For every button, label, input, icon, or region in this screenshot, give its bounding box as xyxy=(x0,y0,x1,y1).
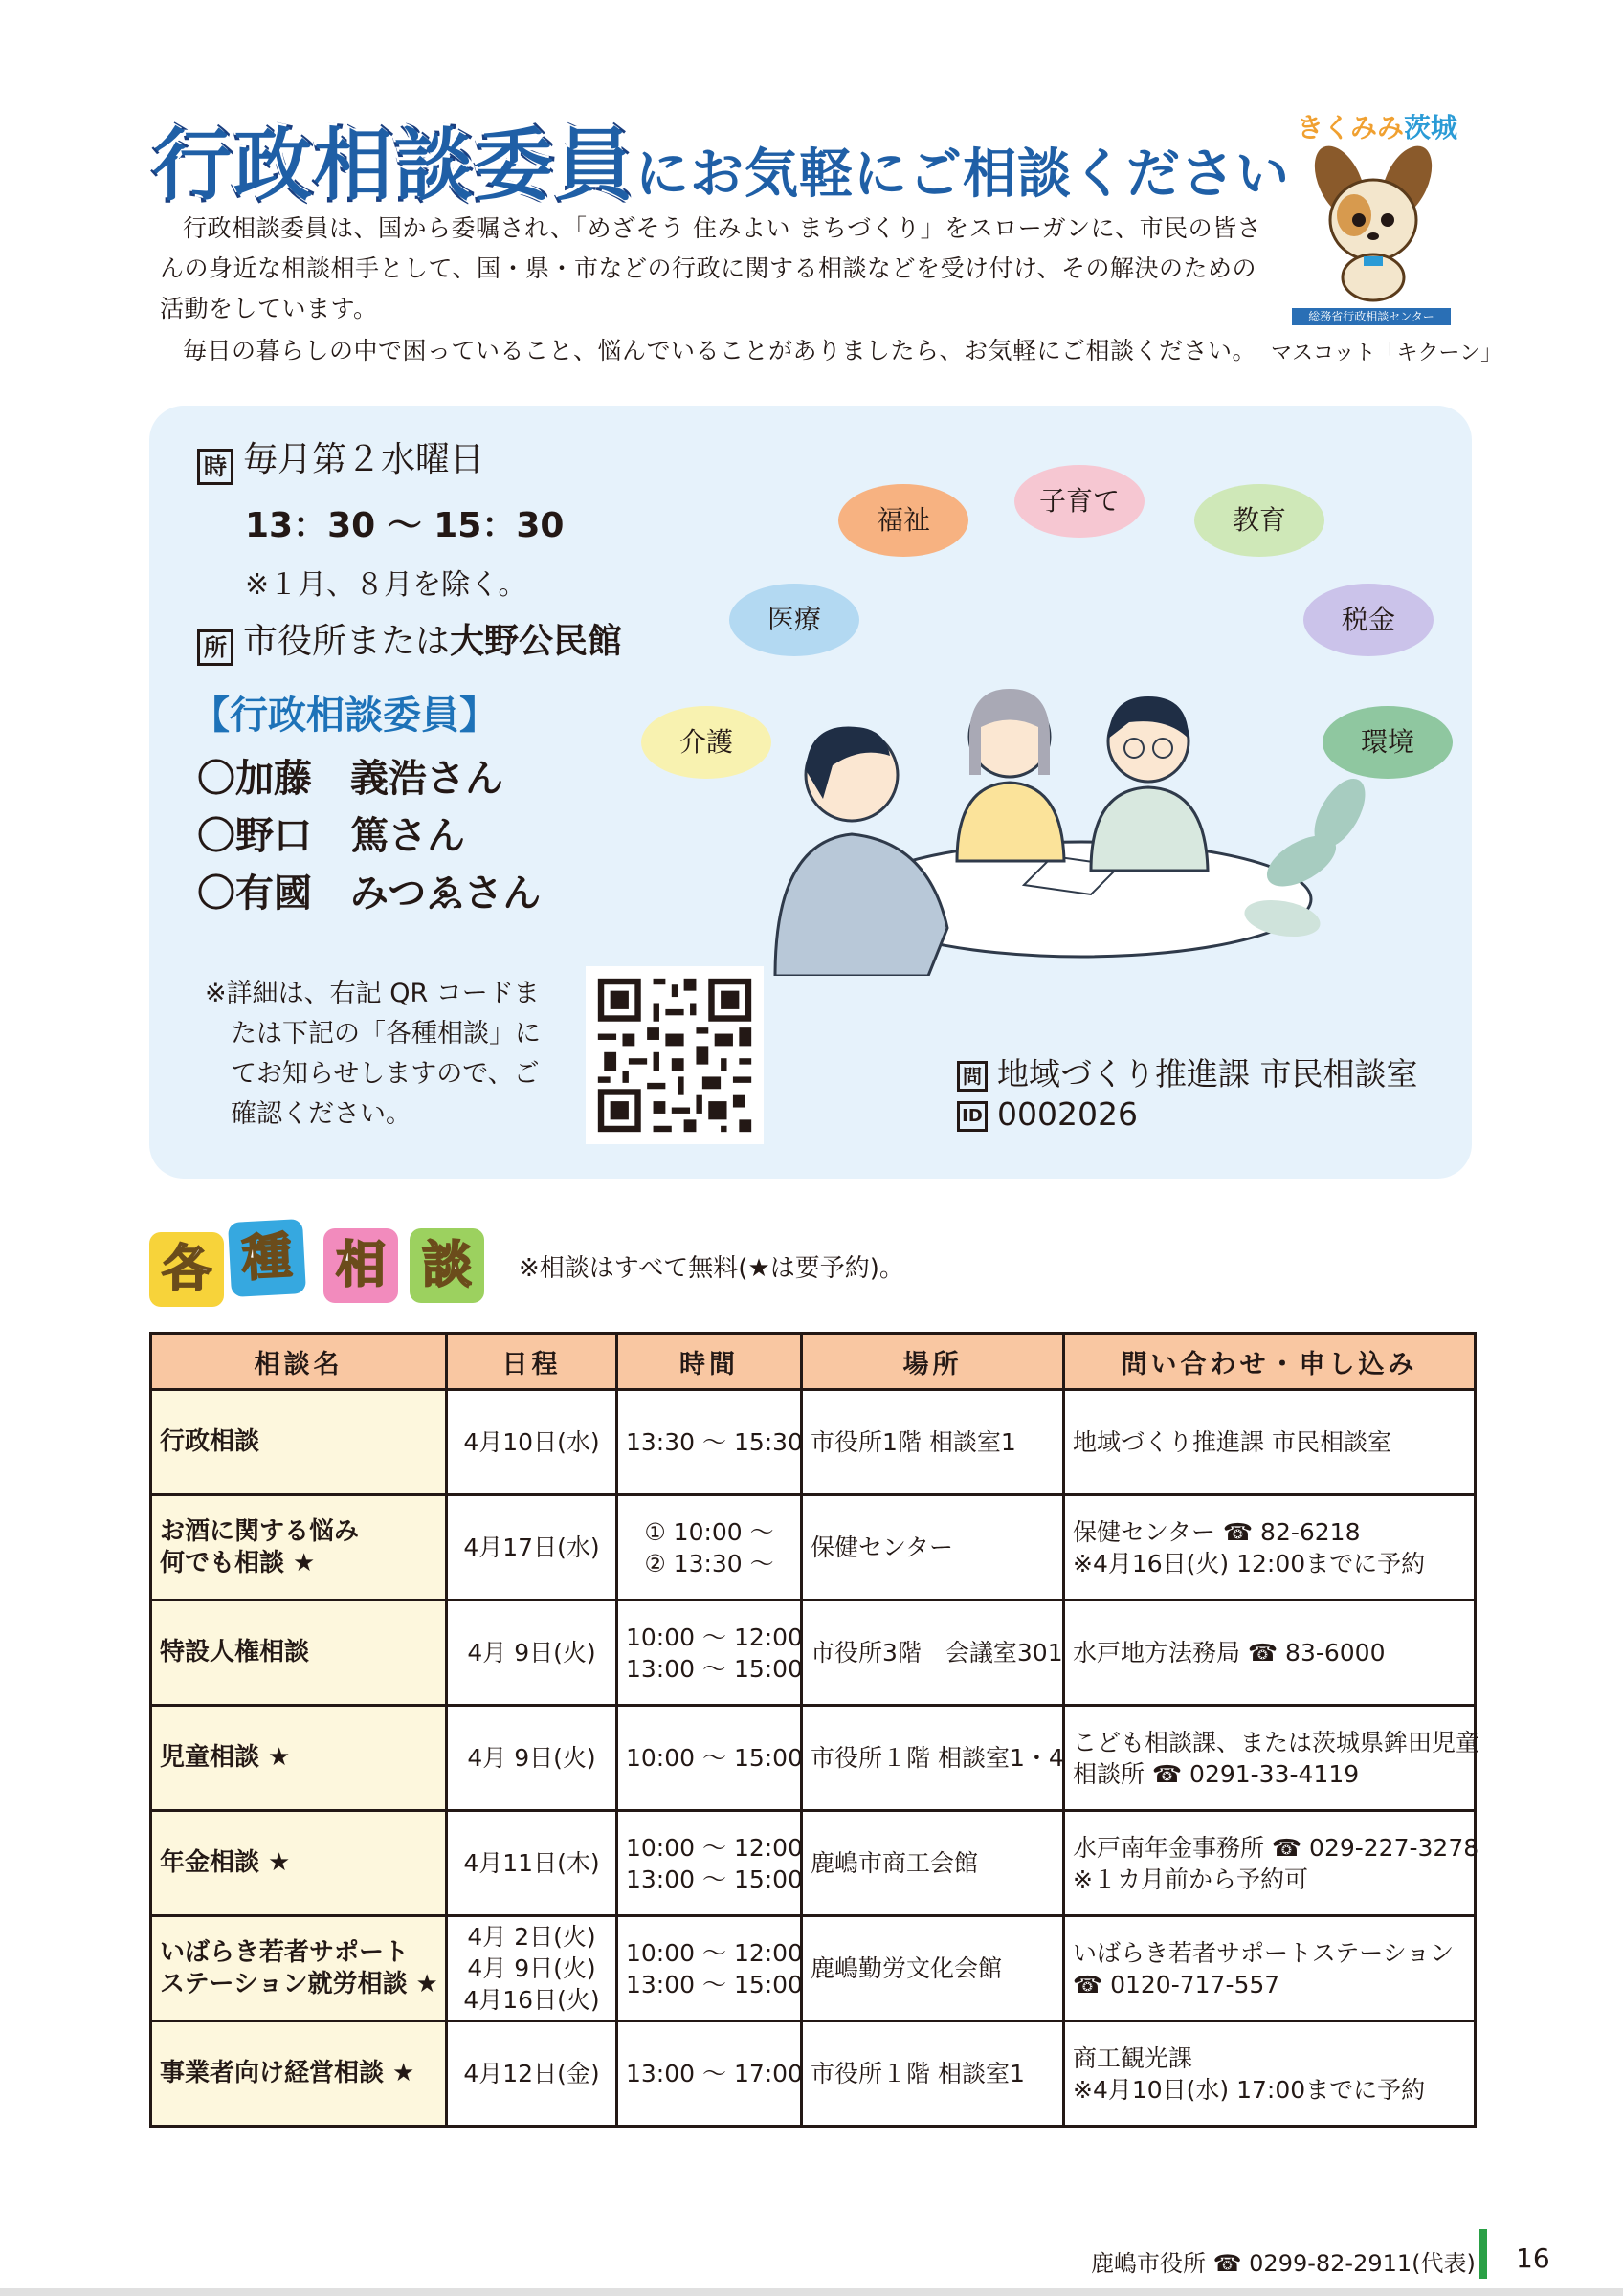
cell-place xyxy=(802,1706,1064,1811)
column-header-place: 場所 xyxy=(802,1334,1064,1390)
schedule-time: 13：30 ～ 15：30 xyxy=(245,505,565,545)
cell-contact-line: 保健センター ☎ 82-6218 xyxy=(1073,1517,1361,1546)
cell-date xyxy=(447,1916,617,2021)
table-row xyxy=(151,1706,1476,1811)
section-tile: 各 xyxy=(149,1232,224,1307)
cell-contact-line: 相談所 ☎ 0291-33-4119 xyxy=(1073,1759,1360,1788)
cell-time-line: 10:00 ～ 12:00 xyxy=(626,1938,803,1967)
cell-time xyxy=(617,1916,802,2021)
page-id: 0002026 xyxy=(997,1095,1138,1133)
page-title-emphasis: 行政相談委員 xyxy=(153,121,636,211)
qr-note-line: たは下記の「各種相談」に xyxy=(205,1019,541,1049)
cell-name xyxy=(151,1706,447,1811)
cell-contact-line: 商工観光課 xyxy=(1073,2043,1193,2072)
cell-date-line: 4月 2日(火) xyxy=(467,1923,596,1951)
cell-contact-line: こども相談課、または茨城県鉾田児童 xyxy=(1073,1728,1480,1756)
column-header-time: 時間 xyxy=(617,1334,802,1390)
inquiry-icon: 問 xyxy=(957,1061,988,1092)
cell-name xyxy=(151,1601,447,1706)
intro-line: んの身近な相談相手として、国・県・市などの行政に関する相談などを受け付け、その解決のための xyxy=(160,254,1257,282)
qr-note-line: てお知らせしますので、ご xyxy=(205,1059,540,1089)
cell-contact-line: ※4月10日(水) 17:00までに予約 xyxy=(1073,2075,1426,2104)
cell-date-line: 4月12日(金) xyxy=(463,2060,600,2087)
cell-place-line: 市役所１階 相談室1・4 xyxy=(811,1744,1064,1772)
consultation-illustration xyxy=(766,670,1435,976)
cell-contact-line: いばらき若者サポートステーション xyxy=(1073,1938,1455,1967)
section-tile: 談 xyxy=(410,1228,484,1303)
contact-block xyxy=(957,1054,1418,1135)
cell-date-line: 4月17日(水) xyxy=(463,1534,600,1561)
cell-place-line: 鹿嶋市商工会館 xyxy=(811,1849,979,1877)
cell-name xyxy=(151,1811,447,1916)
consultation-table xyxy=(149,1332,1480,2128)
cell-time xyxy=(617,1495,802,1601)
cell-date-line: 4月 9日(火) xyxy=(467,1639,596,1667)
cell-place-line: 市役所1階 相談室1 xyxy=(811,1428,1016,1456)
schedule-note: ※１月、８月を除く。 xyxy=(245,567,527,602)
section-tile: 相 xyxy=(323,1228,398,1303)
cell-time xyxy=(617,1601,802,1706)
intro-paragraph-1 xyxy=(160,209,1265,329)
cell-name xyxy=(151,1390,447,1495)
cell-contact-line: 地域づくり推進課 市民相談室 xyxy=(1073,1428,1391,1456)
bubble-tax: 税金 xyxy=(1303,584,1434,656)
qr-note-line: 確認ください。 xyxy=(205,1099,411,1129)
cell-time-line: 13:00 ～ 15:00 xyxy=(626,1865,803,1893)
cell-date xyxy=(447,2021,617,2127)
mascot-tagline-part2: 茨城 xyxy=(1404,112,1458,144)
cell-time xyxy=(617,1706,802,1811)
cell-place-line: 鹿嶋勤労文化会館 xyxy=(811,1954,1003,1982)
cell-name-line: お酒に関する悩み xyxy=(160,1516,360,1546)
time-icon: 時 xyxy=(197,449,233,485)
table-row xyxy=(151,1495,1476,1601)
cell-time-line: 13:00 ～ 17:00 xyxy=(626,2060,803,2087)
schedule-day: 毎月第２水曜日 xyxy=(243,440,485,479)
cell-date-line: 4月10日(水) xyxy=(463,1428,600,1456)
cell-place xyxy=(802,1390,1064,1495)
committee-member: 〇有國 みつゑさん xyxy=(197,872,542,916)
cell-name xyxy=(151,1916,447,2021)
contact-dept: 地域づくり推進課 市民相談室 xyxy=(997,1055,1418,1093)
page-number: 16 xyxy=(1516,2242,1550,2274)
bubble-welfare: 福祉 xyxy=(838,484,968,557)
section-tile: 種 xyxy=(228,1219,306,1297)
bubble-medical: 医療 xyxy=(729,584,859,656)
cell-time-line: 13:00 ～ 15:00 xyxy=(626,1970,803,1998)
cell-name xyxy=(151,2021,447,2127)
cell-contact xyxy=(1064,1601,1476,1706)
cell-contact xyxy=(1064,1916,1476,2021)
mascot-center-label: 総務省行政相談センター xyxy=(1292,308,1451,325)
intro-line: 行政相談委員は、国から委嘱され、「めざそう 住みよい まちづくり」をスローガンに、市民の皆さ xyxy=(183,214,1262,242)
bottom-rule xyxy=(0,2288,1623,2296)
cell-contact-line: 水戸地方法務局 ☎ 83-6000 xyxy=(1073,1639,1386,1667)
cell-name xyxy=(151,1495,447,1601)
cell-date xyxy=(447,1601,617,1706)
cell-contact-line: ※4月16日(火) 12:00までに予約 xyxy=(1073,1549,1426,1578)
cell-time-line: 10:00 ～ 12:00 xyxy=(626,1623,803,1651)
cell-contact xyxy=(1064,1390,1476,1495)
mascot-tagline-part1: きくみみ xyxy=(1297,112,1405,144)
table-row xyxy=(151,1601,1476,1706)
cell-date xyxy=(447,1706,617,1811)
mascot-caption: マスコット「キクーン」 xyxy=(1271,342,1502,365)
cell-place xyxy=(802,1601,1064,1706)
cell-name-line: 特設人権相談 xyxy=(160,1638,310,1667)
cell-time xyxy=(617,2021,802,2127)
cell-name-line: いばらき若者サポート xyxy=(160,1937,410,1967)
table-header-row xyxy=(151,1334,1476,1390)
cell-date xyxy=(447,1495,617,1601)
cell-place-line: 市役所１階 相談室1 xyxy=(811,2060,1025,2087)
cell-name-line: 年金相談 ★ xyxy=(160,1848,291,1877)
page-title xyxy=(153,103,1290,215)
column-header-contact: 問い合わせ・申し込み xyxy=(1064,1334,1476,1390)
qr-code[interactable] xyxy=(586,966,764,1144)
cell-place-line: 市役所3階 会議室301 xyxy=(811,1639,1063,1667)
cell-name-line: 行政相談 xyxy=(160,1427,260,1456)
committee-member: 〇野口 篤さん xyxy=(197,814,465,858)
mascot-tagline xyxy=(1297,107,1457,145)
cell-time-line: 13:30 ～ 15:30 xyxy=(626,1428,803,1456)
column-header-date: 日程 xyxy=(447,1334,617,1390)
cell-place xyxy=(802,1811,1064,1916)
cell-time-line: ① 10:00 ～ xyxy=(644,1517,774,1546)
cell-date-line: 4月11日(木) xyxy=(463,1849,600,1877)
cell-place xyxy=(802,1916,1064,2021)
cell-time-line: 13:00 ～ 15:00 xyxy=(626,1654,803,1683)
committee-member: 〇加藤 義浩さん xyxy=(197,757,503,801)
cell-place-line: 保健センター xyxy=(811,1534,954,1561)
cell-time-line: 10:00 ～ 12:00 xyxy=(626,1833,803,1862)
footer-office: 鹿嶋市役所 ☎ 0299-82-2911(代表) xyxy=(1091,2250,1476,2277)
table-row xyxy=(151,1811,1476,1916)
cell-contact-line: ☎ 0120-717-557 xyxy=(1073,1970,1280,1998)
id-icon: ID xyxy=(957,1101,988,1132)
committee-heading: 【行政相談委員】 xyxy=(191,694,498,738)
cell-date-line: 4月16日(火) xyxy=(463,1986,600,2014)
place-prefix: 市役所または xyxy=(243,621,451,661)
place-main: 大野公民館 xyxy=(450,621,623,661)
cell-date-line: 4月 9日(火) xyxy=(467,1954,596,1982)
cell-contact xyxy=(1064,1706,1480,1811)
column-header-name: 相談名 xyxy=(151,1334,447,1390)
cell-contact xyxy=(1064,1495,1476,1601)
qr-note-line: ※詳細は、右記 QR コードま xyxy=(205,979,540,1008)
free-consultation-note: ※相談はすべて無料(★は要予約)。 xyxy=(519,1254,904,1283)
cell-contact-line: ※１カ月前から予約可 xyxy=(1073,1865,1308,1893)
cell-time-line: 10:00 ～ 15:00 xyxy=(626,1744,803,1772)
cell-contact xyxy=(1064,1811,1479,1916)
cell-time-line: ② 13:30 ～ xyxy=(644,1549,774,1578)
cell-name-line: 事業者向け経営相談 ★ xyxy=(160,2059,415,2087)
cell-name-line: 何でも相談 ★ xyxy=(160,1548,316,1578)
cell-time xyxy=(617,1390,802,1495)
bubble-education: 教育 xyxy=(1194,484,1324,557)
cell-contact xyxy=(1064,2021,1476,2127)
cell-time xyxy=(617,1811,802,1916)
cell-date-line: 4月 9日(火) xyxy=(467,1744,596,1772)
mascot-kikuun-image xyxy=(1311,144,1435,306)
qr-note xyxy=(205,974,559,1135)
cell-place xyxy=(802,1495,1064,1601)
cell-place xyxy=(802,2021,1064,2127)
cell-contact-line: 水戸南年金事務所 ☎ 029-227-3278 xyxy=(1073,1833,1479,1862)
bubble-nursing-care: 介護 xyxy=(641,706,771,779)
intro-paragraph-2: 毎日の暮らしの中で困っていること、悩んでいることがありましたら、お気軽にご相談ください。 xyxy=(183,337,1257,364)
table-row xyxy=(151,1916,1476,2021)
bubble-environment: 環境 xyxy=(1323,706,1453,779)
place-icon: 所 xyxy=(197,629,233,666)
schedule-block xyxy=(197,432,622,666)
table-row xyxy=(151,1390,1476,1495)
cell-date xyxy=(447,1390,617,1495)
footer-accent-bar xyxy=(1479,2229,1487,2279)
cell-name-line: 児童相談 ★ xyxy=(160,1743,291,1772)
cell-date xyxy=(447,1811,617,1916)
table-row xyxy=(151,2021,1476,2127)
bubble-childcare: 子育て xyxy=(1014,465,1145,538)
page-title-rest: にお気軽にご相談ください xyxy=(635,144,1291,206)
intro-line: 活動をしています。 xyxy=(160,295,378,322)
cell-name-line: ステーション就労相談 ★ xyxy=(160,1969,438,1998)
